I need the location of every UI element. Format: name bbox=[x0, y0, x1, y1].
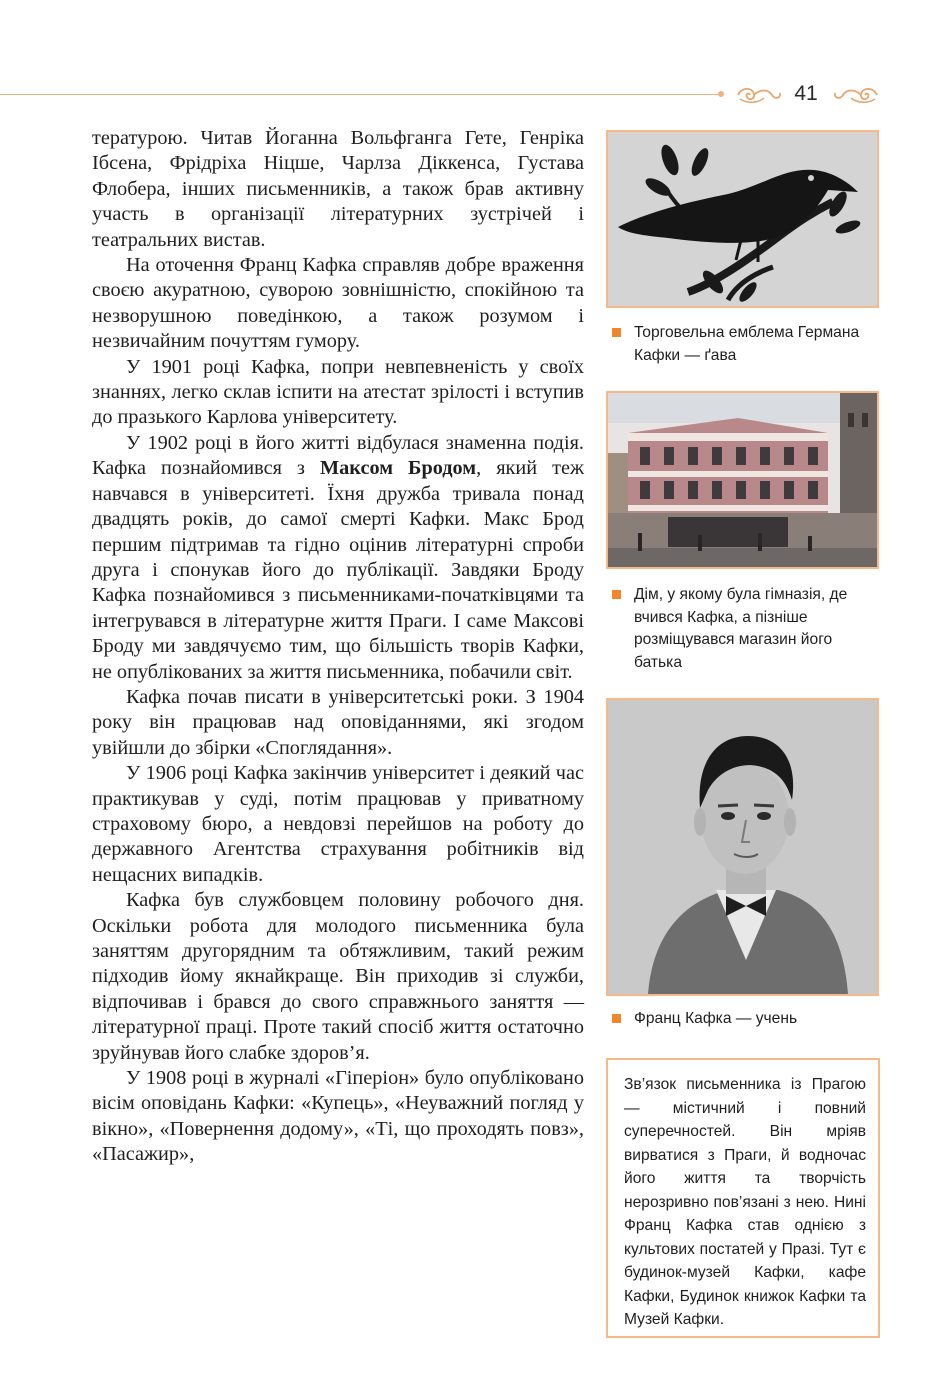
header-rule bbox=[0, 94, 722, 95]
portrait-photo bbox=[608, 700, 877, 994]
paragraph-4-rest: , який теж навчався в університеті. Їхня дружба тривала понад двадцять років, до самої смерті Кафки. Макс Брод першим підтримав та гідно оцінив літературні спроби друга і спонукав його до публікації. Завдяки Броду Кафка познайомився з письменниками-початківцями та інтегрувався в літературне життя Праги. І саме Максові Броду ми завдячуємо тим, що більшість творів Кафки, не опублікованих за життя письменника, побачили світ. bbox=[92, 457, 584, 683]
jackdaw-icon bbox=[608, 132, 877, 306]
caption-jackdaw bbox=[612, 322, 882, 367]
paragraph-3: У 1901 році Кафка, попри невпевненість у своїх знаннях, легко склав іспити на атестат зрілості і вступив до празького Карлова університету. bbox=[92, 355, 584, 429]
paragraph-4 bbox=[92, 431, 584, 685]
left-ornament-icon bbox=[734, 84, 782, 106]
caption-portrait-text: Франц Кафка — учень bbox=[634, 1010, 798, 1027]
page-number: 41 bbox=[794, 82, 818, 105]
header-rule-dot bbox=[718, 91, 724, 97]
paragraph-8: У 1908 році в журналі «Гіперіон» було опубліковано вісім оповідань Кафки: «Купець», «Неуважний погляд у вікно», «Повернення додому», «Ті, що проходять повз», «Пасажир», bbox=[92, 1067, 584, 1166]
jackdaw-emblem-image bbox=[606, 130, 879, 308]
paragraph-1: тературою. Читав Йоганна Вольфганга Гете, Генріка Ібсена, Фрідріха Ніцше, Чарлза Діккенса, Густава Флобера, інших письменників, а також брав активну участь в організації літературних зустрічей і театральних вистав. bbox=[92, 127, 584, 251]
caption-jackdaw-text: Торговельна емблема Германа Кафки — ґава bbox=[634, 324, 860, 364]
caption-bullet-icon bbox=[612, 328, 621, 337]
prague-info-box: Зв’язок письменника із Прагою — містичний і повний суперечностей. Він мріяв вирватися з Праги, й водночас його життя та творчість нерозривно пов’язані з нею. Нині Франц Кафка став однією з культових постатей у Празі. Тут є будинок-музей Кафки, кафе Кафки, Будинок книжок Кафки та Музей Кафки. bbox=[606, 1058, 880, 1338]
paragraph-7: Кафка був службовцем половину робочого дня. Оскільки робота для молодого письменника була заняттям другорядним та обтяжливим, такий режим підходив йому якнайкраще. Він приходив зі служби, відпочивав і брався до свого справжнього заняття — літературної праці. Проте такий спосіб життя остаточно зруйнував його слабке здоров’я. bbox=[92, 889, 584, 1064]
caption-building bbox=[612, 584, 882, 674]
max-brod-name: Максом Бродом bbox=[319, 457, 477, 480]
paragraph-6: У 1906 році Кафка закінчив університет і деякий час практикував у суді, потім працював у приватному страховому бюро, а невдовзі перейшов на роботу до державного Агентства страхування робітників від нещасних випадків. bbox=[92, 762, 584, 886]
gymnasium-building-image bbox=[606, 391, 879, 569]
building-photo bbox=[608, 393, 877, 567]
caption-bullet-icon bbox=[612, 1014, 621, 1023]
caption-bullet-icon bbox=[612, 590, 621, 599]
paragraph-2: На оточення Франц Кафка справляв добре враження своєю акуратною, суворою зовнішністю, спокійною та незворушною поведінкою, а також розумом і незвичайним почуттям гумору. bbox=[92, 254, 584, 353]
caption-portrait bbox=[612, 1008, 882, 1031]
paragraph-4-start: У 1902 році в його житті відбулася знаменна подія. Кафка познайомився з bbox=[92, 431, 584, 480]
paragraph-5: Кафка почав писати в університетські роки. З 1904 року він працював над оповіданнями, які згодом увійшли до збірки «Споглядання». bbox=[92, 685, 584, 759]
kafka-portrait-image bbox=[606, 698, 879, 996]
caption-building-text: Дім, у якому була гімназія, де вчився Кафка, а пізніше розміщувався магазин його батька bbox=[634, 586, 848, 671]
main-text-column bbox=[92, 126, 584, 1168]
right-ornament-icon bbox=[833, 84, 881, 106]
